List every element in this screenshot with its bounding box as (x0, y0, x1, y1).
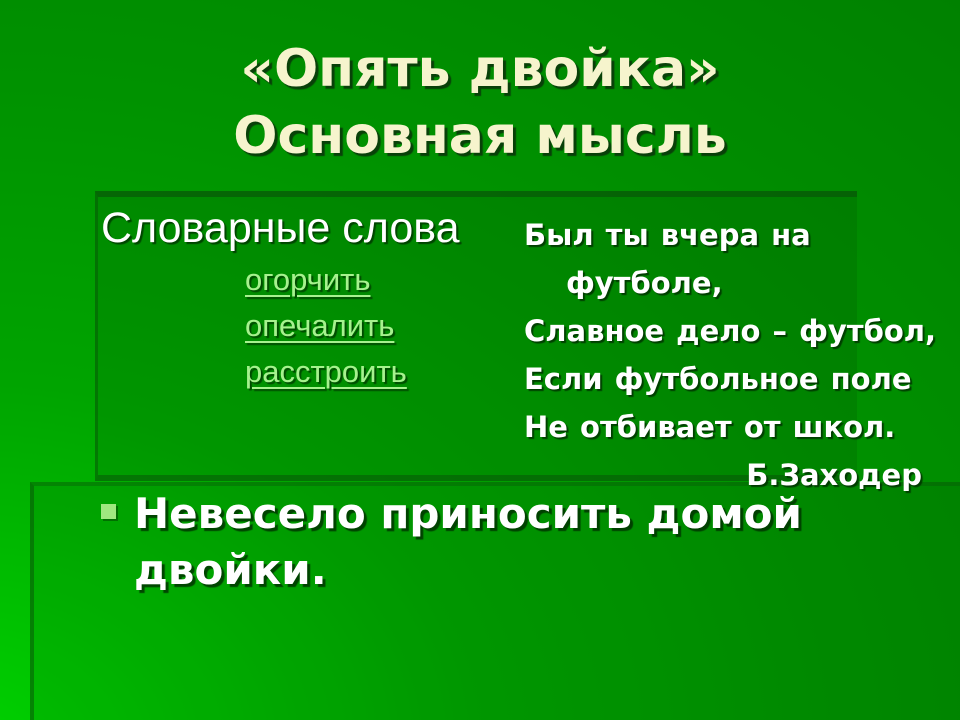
slide-title-line1: «Опять двойка» (240, 39, 720, 99)
poem (524, 211, 937, 499)
slide-title-line2: Основная мысль (233, 106, 727, 166)
vocab-link-ogorchit[interactable]: огорчить (245, 262, 371, 297)
poem-author: Б.Заходер (746, 458, 922, 492)
poem-line: Был ты вчера на (524, 218, 811, 252)
poem-line: Славное дело – футбол, (524, 314, 937, 348)
main-idea-text: Невесело приносить домой двойки. (134, 489, 802, 594)
vocab-link-rasstroit[interactable]: расстроить (245, 354, 407, 389)
vocab-heading: Словарные слова (101, 204, 460, 252)
bullet-square-icon (101, 504, 116, 519)
slide-title (0, 36, 960, 170)
poem-line: футболе, (566, 266, 723, 300)
vocab-link-opechalit[interactable]: опечалить (245, 308, 395, 343)
poem-line: Не отбивает от школ. (524, 410, 896, 444)
poem-line: Если футбольное поле (524, 362, 912, 396)
vocab-links (245, 264, 407, 402)
